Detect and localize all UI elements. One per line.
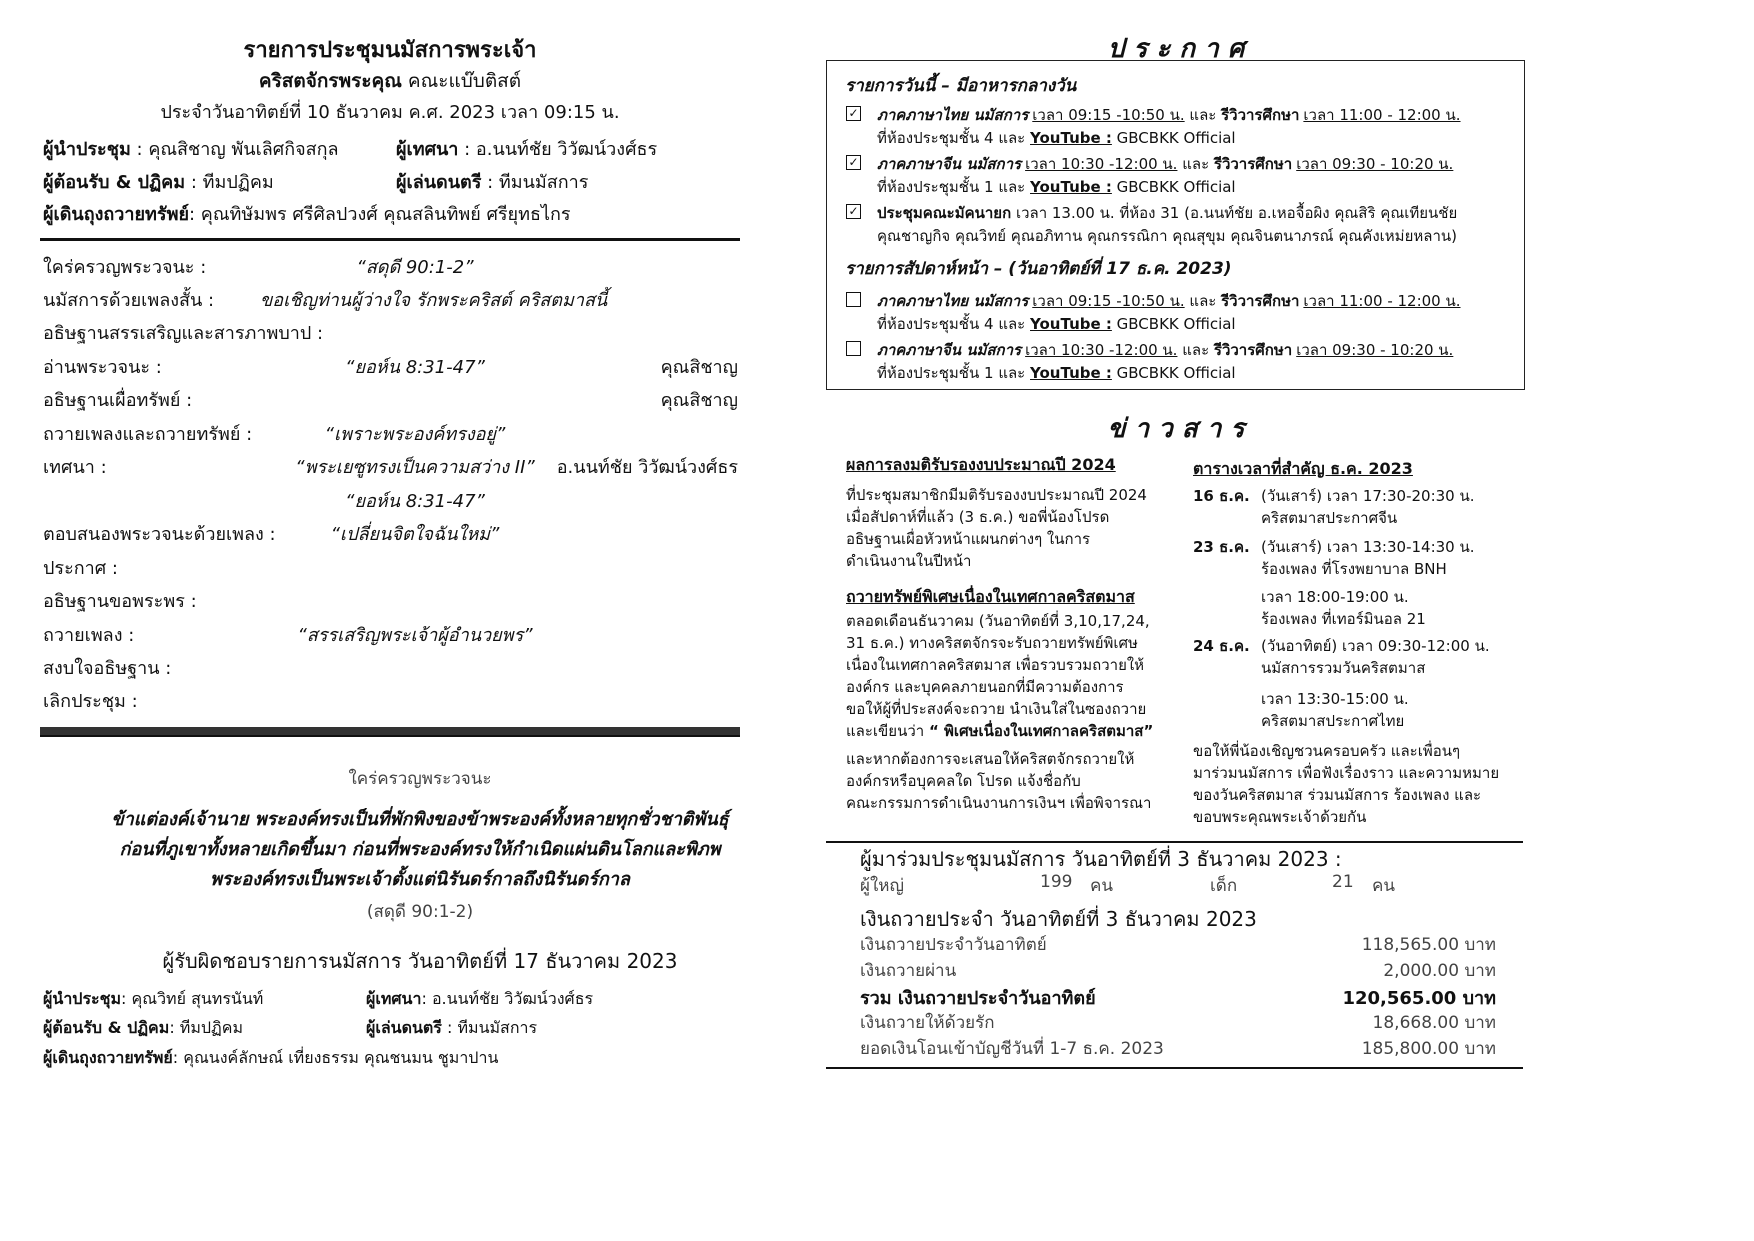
role-leader: ผู้นำประชุม : คุณสิชาญ พันเลิศกิจสกุล (43, 139, 339, 160)
checkbox-icon (846, 292, 861, 307)
verse-line-1: ข้าแต่องค์เจ้านาย พระองค์ทรงเป็นที่พักพิงของข้าพระองค์ทั้งหลายทุกชั่วชาติพันธุ์ (111, 809, 729, 830)
location-text: ที่ห้องประชุมชั้น 4 และ (877, 129, 1031, 147)
order-label: อธิษฐานขอพระพร : (43, 591, 197, 612)
role-preacher: ผู้เทศนา : อ.นนท์ชัย วิวัฒน์วงศ์ธร (396, 139, 658, 160)
checkbox-checked-icon: ✓ (846, 155, 861, 170)
channel-name: GBCBKK Official (1111, 178, 1236, 196)
next-week-title: ผู้รับผิดชอบรายการนมัสการ วันอาทิตย์ที่ 17 ธันวาคม 2023 (162, 949, 678, 973)
committee-line-2: คุณชาญกิจ คุณวิทย์ คุณอภิทาน คุณกรรณิกา คุณสุขุม คุณจินตนาภรณ์ คุณคังเหม่ยหลาน) (877, 227, 1457, 245)
schedule-event: ร้องเพลง ที่เทอร์มินอล 21 (1261, 610, 1426, 628)
verse-line-2: ก่อนที่ภูเขาทั้งหลายเกิดขึ้นมา ก่อนที่พระองค์ทรงให้กำเนิดแผ่นดินโลกและพิภพ (119, 839, 721, 860)
order-label: อ่านพระวจนะ : (43, 357, 162, 378)
news-line: ขอให้ผู้ที่ประสงค์จะถวาย นำเงินใส่ในซองถวาย (846, 700, 1147, 718)
checkbox-checked-icon: ✓ (846, 106, 861, 121)
order-item: “สดุดี 90:1-2” (356, 257, 474, 278)
order-label: อธิษฐานเผื่อทรัพย์ : (43, 390, 193, 411)
news-emphasis: “ พิเศษเนื่องในเทศกาลคริสตมาส” (928, 722, 1154, 740)
role-offering: ผู้เดินถุงถวายทรัพย์: คุณทิษัมพร ศรีศิลปวงศ์ คุณสลินทิพย์ ศรียุทธไกร (43, 204, 571, 225)
order-item: “เพราะพระองค์ทรงอยู่” (324, 424, 506, 445)
role-music: ผู้เล่นดนตรี : ทีมนมัสการ (396, 172, 589, 193)
conjunction: และ (1184, 106, 1222, 124)
announcement-location (877, 361, 1236, 385)
offering-amount: 118,565.00 บาท (1361, 935, 1496, 955)
offering-label: เงินถวายผ่าน (860, 961, 957, 981)
announcements-title: ป ร ะ ก า ศ (1107, 34, 1245, 64)
christmas-offering-heading: ถวายทรัพย์พิเศษเนื่องในเทศกาลคริสตมาส (846, 587, 1135, 606)
announcement-line (877, 338, 1453, 362)
offering-title: เงินถวายประจำ วันอาทิตย์ที่ 3 ธันวาคม 2023 (860, 907, 1257, 931)
checkbox-icon (846, 341, 861, 356)
order-label: ถวายเพลง : (43, 625, 135, 646)
youtube-link: YouTube : (1030, 364, 1112, 382)
church-name (40, 66, 740, 96)
news-line (846, 719, 1153, 743)
conjunction: และ (1177, 155, 1214, 173)
child-unit: คน (1372, 876, 1395, 896)
schedule-event: ร้องเพลง ที่โรงพยาบาล BNH (1261, 560, 1447, 578)
schedule-event: คริสตมาสประกาศไทย (1261, 712, 1405, 730)
schedule-event: นมัสการรวมวันคริสตมาส (1261, 659, 1426, 677)
announcement-location (877, 126, 1236, 150)
order-person: คุณสิชาญ (660, 357, 738, 378)
invite-line: ขอให้พี่น้องเชิญชวนครอบครัว และเพื่อนๆ (1193, 742, 1461, 760)
channel-name: GBCBKK Official (1111, 129, 1236, 147)
committee-line-1: ประชุมคณะมัคนายก เวลา 13.00 น. ที่ห้อง 31 (อ.นนท์ชัย อ.เหอจื้อผิง คุณสิริ คุณเทียนชัย (877, 204, 1458, 222)
schedule-time: (วันเสาร์) เวลา 17:30-20:30 น. (1261, 487, 1475, 505)
next-role-offering: ผู้เดินถุงถวายทรัพย์: คุณนงค์ลักษณ์ เที่ยงธรรม คุณชนมน ชูมาปาน (43, 1048, 499, 1067)
offering-amount: 120,565.00 บาท (1342, 988, 1496, 1009)
order-label: เทศนา : (43, 457, 107, 478)
schedule-event: คริสตมาสประกาศจีน (1261, 509, 1398, 527)
program-time: เวลา 10:30 -12:00 น. (1025, 341, 1178, 359)
news-line: เมื่อสัปดาห์ที่แล้ว (3 ธ.ค.) ขอพี่น้องโปรด (846, 508, 1110, 526)
order-label: ใคร่ครวญพระวจนะ : (43, 257, 207, 278)
news-line: ตลอดเดือนธันวาคม (วันอาทิตย์ที่ 3,10,17,24, (846, 612, 1150, 630)
conjunction: และ (1184, 292, 1222, 310)
youtube-link: YouTube : (1030, 178, 1112, 196)
verse-line-3: พระองค์ทรงเป็นพระเจ้าตั้งแต่นิรันดร์กาลถึงนิรันดร์กาล (210, 869, 630, 890)
program-name: ภาคภาษาไทย นมัสการ (877, 106, 1029, 124)
order-item: “ยอห์น 8:31-47” (345, 357, 485, 378)
order-item: “สรรเสริญพระเจ้าผู้อำนวยพร” (297, 625, 533, 646)
order-person: คุณสิชาญ (660, 390, 738, 411)
next-role-leader: ผู้นำประชุม: คุณวิทย์ สุนทรนันท์ (43, 989, 264, 1008)
next-role-usher: ผู้ต้อนรับ & ปฏิคม: ทีมปฏิคม (43, 1018, 244, 1037)
child-count: 21 (1332, 872, 1354, 892)
news-title: ข่ า ว ส า ร (1107, 414, 1245, 444)
news-text: และเขียนว่า (846, 722, 929, 740)
order-item: “พระเยซูทรงเป็นความสว่าง II” (295, 457, 535, 478)
schedule-time: เวลา 18:00-19:00 น. (1261, 588, 1409, 606)
offering-label: เงินถวายประจำวันอาทิตย์ (860, 935, 1047, 955)
next-role-preacher: ผู้เทศนา: อ.นนท์ชัย วิวัฒน์วงศ์ธร (366, 989, 594, 1008)
location-text: ที่ห้องประชุมชั้น 1 และ (877, 178, 1031, 196)
invite-line: ของวันคริสตมาส ร่วมนมัสการ ร้องเพลง และ (1193, 786, 1482, 804)
child-label: เด็ก (1210, 876, 1238, 896)
role-usher: ผู้ต้อนรับ & ปฏิคม : ทีมปฏิคม (43, 172, 274, 193)
announcement-location (877, 312, 1236, 336)
offering-label: เงินถวายให้ด้วยรัก (860, 1013, 995, 1033)
schedule-date: 24 ธ.ค. (1193, 637, 1250, 655)
attendance-title: ผู้มาร่วมประชุมนมัสการ วันอาทิตย์ที่ 3 ธันวาคม 2023 : (860, 847, 1342, 871)
order-label: เลิกประชุม : (43, 691, 138, 712)
news-line: ดำเนินงานในปีหน้า (846, 552, 972, 570)
news-line: อธิษฐานเผื่อหัวหน้าแผนกต่างๆ ในการ (846, 530, 1091, 548)
program-name: รีวิวารศึกษา (1221, 292, 1300, 310)
program-name: ภาคภาษาไทย นมัสการ (877, 292, 1029, 310)
schedule-date: 23 ธ.ค. (1193, 538, 1250, 556)
invite-line: มาร่วมนมัสการ เพื่อฟังเรื่องราว และความหมาย (1193, 764, 1500, 782)
channel-name: GBCBKK Official (1111, 364, 1236, 382)
program-name: รีวิวารศึกษา (1213, 155, 1293, 173)
meditation-title: ใคร่ครวญพระวจนะ (348, 769, 492, 789)
news-line: ที่ประชุมสมาชิกมีมติรับรองงบประมาณปี 2024 (846, 486, 1147, 504)
adult-count: 199 (1040, 872, 1073, 892)
program-time: เวลา 11:00 - 12:00 น. (1303, 106, 1461, 124)
order-item: “ยอห์น 8:31-47” (345, 491, 485, 512)
announcement-location (877, 175, 1236, 199)
today-heading: รายการวันนี้ – มีอาหารกลางวัน (845, 76, 1077, 96)
church-name-rest: คณะแบ๊บติสต์ (407, 70, 522, 92)
adult-label: ผู้ใหญ่ (860, 876, 904, 896)
offering-label: ยอดเงินโอนเข้าบัญชีวันที่ 1-7 ธ.ค. 2023 (860, 1039, 1164, 1059)
schedule-time: (วันเสาร์) เวลา 13:30-14:30 น. (1261, 538, 1475, 556)
news-line: องค์กร และบุคคลภายนอกที่มีความต้องการ (846, 678, 1124, 696)
order-item: “เปลี่ยนจิตใจฉันใหม่” (330, 524, 500, 545)
divider (826, 1067, 1523, 1069)
youtube-link: YouTube : (1030, 315, 1112, 333)
announcement-line (877, 289, 1461, 313)
order-label: สงบใจอธิษฐาน : (43, 658, 172, 679)
next-week-heading: รายการสัปดาห์หน้า – (วันอาทิตย์ที่ 17 ธ.ค. 2023) (845, 259, 1232, 279)
order-label: ตอบสนองพระวจนะด้วยเพลง : (43, 524, 276, 545)
order-label: นมัสการด้วยเพลงสั้น : (43, 290, 215, 311)
church-name-bold: คริสตจักรพระคุณ (258, 70, 402, 92)
program-time: เวลา 10:30 -12:00 น. (1025, 155, 1178, 173)
order-item: ขอเชิญท่านผู้ว่างใจ รักพระคริสต์ คริสตมาสนี้ (260, 290, 608, 311)
announcement-line (877, 152, 1453, 176)
order-label: อธิษฐานสรรเสริญและสารภาพบาป : (43, 323, 324, 344)
program-time: เวลา 09:30 - 10:20 น. (1296, 155, 1454, 173)
offering-label: รวม เงินถวายประจำวันอาทิตย์ (860, 988, 1096, 1009)
program-time: เวลา 09:15 -10:50 น. (1032, 106, 1185, 124)
offering-amount: 185,800.00 บาท (1361, 1039, 1496, 1059)
schedule-heading: ตารางเวลาที่สำคัญ ธ.ค. 2023 (1193, 459, 1413, 478)
order-person: อ.นนท์ชัย วิวัฒน์วงศ์ธร (556, 457, 738, 478)
service-date: ประจำวันอาทิตย์ที่ 10 ธันวาคม ค.ศ. 2023 เวลา 09:15 น. (160, 102, 620, 123)
invite-line: ขอบพระคุณพระเจ้าด้วยกัน (1193, 808, 1367, 826)
adult-unit: คน (1090, 876, 1113, 896)
program-name: ภาคภาษาจีน นมัสการ (877, 341, 1022, 359)
next-role-music: ผู้เล่นดนตรี : ทีมนมัสการ (366, 1018, 538, 1037)
offering-amount: 2,000.00 บาท (1383, 961, 1496, 981)
youtube-link: YouTube : (1030, 129, 1112, 147)
program-time: เวลา 09:30 - 10:20 น. (1296, 341, 1454, 359)
divider (40, 238, 740, 241)
checkbox-icon: ✓ (846, 204, 861, 219)
news-line: เนื่องในเทศกาลคริสตมาส เพื่อรวบรวมถวายให้ (846, 656, 1145, 674)
schedule-time: (วันอาทิตย์) เวลา 09:30-12:00 น. (1261, 637, 1490, 655)
order-label: ประกาศ : (43, 558, 118, 579)
program-name: รีวิวารศึกษา (1221, 106, 1300, 124)
news-line: คณะกรรมการดำเนินงานการเงินฯ เพื่อพิจารณา (846, 794, 1152, 812)
divider-thick (40, 727, 740, 737)
conjunction: และ (1177, 341, 1214, 359)
news-line: องค์กรหรือบุคคลใด โปรด แจ้งชื่อกับ (846, 772, 1081, 790)
program-time: เวลา 11:00 - 12:00 น. (1303, 292, 1461, 310)
program-name: ภาคภาษาจีน นมัสการ (877, 155, 1022, 173)
budget-heading: ผลการลงมติรับรองงบประมาณปี 2024 (846, 455, 1116, 474)
news-line: 31 ธ.ค.) ทางคริสตจักรจะรับถวายทรัพย์พิเศษ (846, 634, 1138, 652)
offering-amount: 18,668.00 บาท (1372, 1013, 1496, 1033)
order-label: ถวายเพลงและถวายทรัพย์ : (43, 424, 253, 445)
verse-reference: (สดุดี 90:1-2) (366, 902, 474, 922)
schedule-time: เวลา 13:30-15:00 น. (1261, 690, 1409, 708)
location-text: ที่ห้องประชุมชั้น 1 และ (877, 364, 1031, 382)
bulletin-title: รายการประชุมนมัสการพระเจ้า (243, 38, 537, 63)
program-time: เวลา 09:15 -10:50 น. (1032, 292, 1185, 310)
location-text: ที่ห้องประชุมชั้น 4 และ (877, 315, 1031, 333)
announcement-line (877, 103, 1461, 127)
channel-name: GBCBKK Official (1111, 315, 1236, 333)
news-line: และหากต้องการจะเสนอให้คริสตจักรถวายให้ (846, 750, 1135, 768)
schedule-date: 16 ธ.ค. (1193, 487, 1250, 505)
program-name: รีวิวารศึกษา (1213, 341, 1293, 359)
